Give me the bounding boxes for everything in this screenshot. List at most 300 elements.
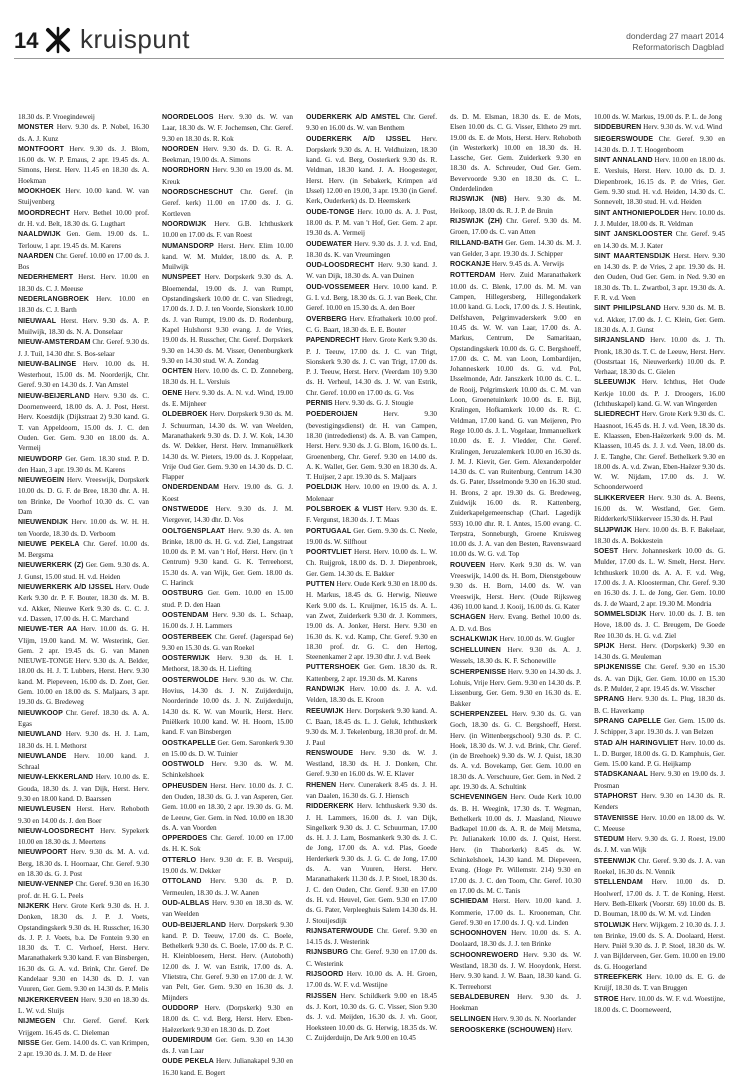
listing-entry [450,238,581,260]
place-name: SCHALKWIJK [450,635,498,643]
listing-entry [162,920,293,1003]
service-details: Herv. 9.30 ds. W. J. Westland, 18.30 ds. H. J. Donken, Chr. Geref. 9.30 en 16.00 ds. W. E. Klaver [306,748,437,779]
listing-entry [450,1025,581,1036]
listing-entry [162,675,293,738]
place-name: OUDEWATER [306,240,352,248]
service-details: Herst. Herv. 10.00 ds. L. W. Ch. Ruijgrok, 18.00 ds. D. J. Diepenbroek, Ger. Gem. 14.30 ds. E. Bakker [306,548,437,578]
place-name: STROE [594,995,619,1003]
listing-entry [18,804,149,826]
listing-entry [162,366,293,388]
listing-entry [450,259,581,270]
service-details: Herv. G.B. Ichthuskerk 10.00 en 17.00 ds. F. van Roest [162,219,293,240]
page-number: 14 [14,28,39,53]
service-details: Herv. 10.00 ds. L. D. Burger, 18.00 ds. G. D. Kamphuis, Ger. Gem. 15.00 kand. P. G. Heijkamp [594,738,725,769]
listing-entry [18,294,149,316]
place-name: NIEUW-AMSTERDAM [18,339,91,347]
service-details: Herv. Bethel 10.00 prof. dr. H. v.d. Belt, 18.30 ds. G. Lugthart [18,208,150,228]
service-details: Chr. Geref. 9.30 en 17.00 ds. C. Westerink [306,948,437,968]
service-details: Herv. 10.00 kand. P. G. I. v.d. Berg, 18.30 ds. G. J. van Beek, Chr. Geref. 10.00 en 15.30 ds. A. den Boer [306,282,438,313]
listing-entry [594,920,725,972]
place-name: SPRANG CAPELLE [594,717,662,725]
place-name: ROTTERDAM [450,272,496,280]
place-name: NIEUWE PEKELA [18,540,80,548]
place-name: STEDUM [594,836,625,844]
place-name: NUMANSDORP [162,242,214,250]
place-name: NIEUWENDIJK [18,519,69,527]
place-name: MOOKHOEK [18,188,61,196]
service-details: Herv. 10.00 ds. E. G. de Kruijf, 18.30 ds. T. van Bruggen [594,973,726,993]
listing-entry [306,282,437,314]
place-name: NOORDEN [162,145,199,153]
place-name: OUDDORP [162,1004,199,1012]
service-details: Herv. Kerk 9.30 ds. W. van Vreeswijk, 14.00 ds. H. Born, Dienstgebouw 9.30 ds. H. Born, 14.00 ds. W. van Vreeswijk, Herst. Herv. (Oude Rijksweg 436) 10.00 kand. J. Kooij, 16.00 ds. G. Kater [450,560,582,611]
place-name: STEENWIJK [594,857,636,865]
service-details: Ger. Gem. 10.00 en 15.00 stud. P. D. den Haan [162,589,294,609]
place-name: RHENEN [306,781,337,789]
place-name: SELLINGEN [450,1015,491,1023]
service-details: Chr. Geref. 10.00 en 17.00 ds. H. K. Sok [162,834,294,854]
service-details: Herv. Dorpskerk 9.30 kand. P. D. Teeuw, 17.00 ds. C. Boele, Bethelkerk 9.30 ds. C. Boele, 17.00 ds. P. C. H. Kleinbloesem, Herst. Herv. (Autoboth) 12.00 ds. J. W. van Estrik, 17.00 ds. A. Vlietstra, Chr. Geref. 9.30 en 17.00 dr. J. W. van Pelt, Ger. Gem. 9.30 en 16.30 ds. J. Mijnders [162,920,294,1002]
place-name: RIJNSBURG [306,949,349,957]
service-details: Chr. Geref. 9.30 en 14.30 ds. D. J. T. Hoogenboom [594,134,726,154]
place-name: OOSTBURG [162,590,204,598]
place-name: OPPERDOES [162,835,208,843]
listing-entry [18,729,149,751]
service-details: Herv. 9.45 ds. A. Verwijs [491,260,564,269]
service-details: 10.00 ds. W. Markus, 19.00 ds. P. L. de Jong [594,113,722,121]
service-details: Herv. 10.00 ds. W. F. v.d. Woestijne, 18.00 ds. C. Doorneweerd, [594,994,726,1014]
service-details: Herv. 10.00 ds. G. H. Vlijm, 19.00 kand. M. W. Westerink, Ger. Gem. 2 apr. 19.45 ds. G. van Manen NIEUWE-TONGE Herv. 9.30 ds. A. Belder, 18.00 ds. H. J. T. Lubbers, Herst. Herv. 9.30 kand. M. Piepeveen, 16.00 ds. D. Zoet, Ger. Gem. 10.00 en 18.00 ds. S. Maljaars, 3 apr. 19.30 ds. G. Bredeweg [18,625,149,707]
place-name: OOSTKAPELLE [162,739,216,747]
listing-entry [450,709,581,792]
place-name: OUDERKERK A/D IJSSEL [306,135,411,143]
listing-entry [594,972,725,994]
listing-entry [450,992,581,1014]
listing-entry [18,391,149,454]
place-name: MONTFOORT [18,145,65,153]
listing-entry [162,610,293,632]
service-details: Herv. 10.00 en 18.00 ds. W. C. Meeuse [594,813,726,833]
listing-entry [594,112,725,122]
place-name: NIEUWPOORT [18,849,68,857]
listing-entry [18,1016,149,1038]
listing-entry [306,134,437,207]
service-details: Herv. 10.00 en 18.30 ds. C. J. Barth [18,295,149,315]
listing-entry [306,409,437,482]
service-details: Herst. Herv. 10.00 ds. J. C. den Ouden, 18.30 ds. G. J. van Asperen, Ger. Gem. 10.00 en 18.30, 2 apr. 19.30 ds. G. M. de Leeuw, Ger. Gem. in Ned. 10.00 en 18.30 ds. A. van Voorden [162,781,294,832]
listing-entry [450,270,581,559]
place-name: MONSTER [18,124,54,132]
listing-entry [306,684,437,706]
service-details: Ger. Gem. 14.30 ds. M. J. van Gelder, 3 apr. 19.30 ds. J. Schipper [450,238,581,258]
place-name: SINT ANTHONIEPOLDER [594,209,680,217]
listing-entry [306,991,437,1043]
cross-icon [44,26,72,54]
listing-entry [306,926,437,948]
listing-entry [18,112,149,122]
service-details: Herv. 10.00 ds. J. A. v.d. Velden, 18.30 ds. E. Kroon [306,685,437,705]
place-name: SLIKKERVEER [594,494,645,502]
service-details: Chr. Geref. 9.30 ds. J. J. Tuil, 14.30 dhr. S. Bos-selaar [18,338,149,358]
place-name: NAARDEN [18,252,54,260]
place-name: NEDERHEMERT [18,274,74,282]
listing-entry [594,641,725,663]
service-details: Herv. 9.30 ds. G. J. Roest, 19.00 ds. J. M. van Wijk [594,835,725,855]
place-name: NIJKERK [18,902,50,910]
service-details: Herv. 9.30 ds. W. M. Schinkelshoek [162,760,293,780]
service-details: Herv. Oude Kerk 9.30 dr. P. F. Bouter, 18.30 ds. M. B. v.d. Akker, Nieuwe Kerk 9.30 ds. C. C. J. v.d. Dassen, 17.00 ds. H. C. Marchand [18,583,149,623]
service-details: Herv. 10.00 kand. W. van Stuijvenberg [18,187,150,207]
listing-entry [306,706,437,748]
place-name: SOMMELSDIJK [594,610,647,618]
service-details: Herv. 9.30 ds. W. van Laar, 18.30 ds. W. F. Jochemsen, Chr. Geref. 9.30 en 18.30 ds. R. Kok [162,113,293,143]
listing-entry [450,950,581,992]
publication-name: Reformatorisch Dagblad [632,42,724,52]
listing-entry [594,134,725,156]
service-details: Herv. 9.30 ds. A. J. Wessels, 18.30 ds. K. F. Schonewille [450,646,582,666]
service-details: Herv. Dorpskerk 9.30 kand. A. C. Baan, 18.45 ds. L. J. Geluk, Ichthuskerk 9.30 ds. M. J. Tekelenburg, 18.30 prof. dr. M. J. Paul [306,706,437,747]
service-details: Herv. 9.30 ds. J. Blom, 16.00 ds. W. P. Emaus, 2 apr. 19.45 ds. A. Simons, Herst. Herv. 11.45 en 18.30 ds. A. Hoekman [18,144,149,185]
listing-entry [306,748,437,780]
listing-entry [594,122,725,133]
listing-entry [450,634,581,645]
place-name: SINT PHILIPSLAND [594,305,661,313]
listing-entry [18,624,149,707]
listing-entry [450,667,581,709]
listing-entry [306,207,437,239]
place-name: NIJKERKERVEEN [18,996,79,1004]
service-details: Herv. 9.30 ds. P. D. Vermeulen, 18.30 ds. J. W. Aanen [162,877,294,897]
service-details: Herv. 9.30 ds. G. van Goch, 18.30 ds. G. C. Bergshoeff, Herst. Herv. (in Wittenbergschool) 9.30 ds. P. C. Hoek, 18.30 ds. W. J. v.d. Brink, Chr. Geref. (in de Breehoek) 9.30 ds. W. J. Quist, 18.30 ds. A. v.d. Bovekamp, Ger. Gem. 10.00 en 18.30 ds. A. Verschuure, Ger. Gem. in Ned. 2 apr. 19.30 ds. A. Schultink [450,709,581,791]
place-name: STELLENDAM [594,879,643,887]
listing-entry [594,251,725,303]
listing-entry [594,208,725,230]
listing-entry [594,377,725,409]
place-name: NIEUWEGEIN [18,477,65,485]
place-name: OLDEBROEK [162,411,208,419]
listing-entry [162,898,293,920]
listing-entry [306,239,437,261]
place-name: SCHELLUINEN [450,647,501,655]
place-name: OOSTENDAM [162,611,209,619]
listing-entry [594,229,725,251]
place-name: SPIJK [594,642,615,650]
service-details: Herv. Ichthus, Het Oude Kerkje 10.00 ds. P. J. Droogers, 16.00 (Ichthuskapel) kand. G. W. van Wingerden [594,378,726,409]
listing-entry [594,694,725,716]
service-details: Herv. 10.00 ds. J. B. ten Hove, 18.00 ds. J. C. Breugem, De Goede Ree 10.30 ds. H. G. v.d. Ziel [594,609,725,640]
place-name: OUDEMIRDUM [162,1036,212,1044]
listing-entry [162,1056,293,1078]
place-name: NUNSPEET [162,274,201,282]
place-name: SEROOSKERKE (SCHOUWEN) [450,1026,555,1034]
listing-entry [18,539,149,561]
place-name: NIEUW-VENNEP [18,881,74,889]
service-details: Herv. 9.30 ds. A. N. v.d. Wind, 19.00 ds. E. Mijnheer [162,388,293,409]
place-name: RIJSSEN [306,992,337,1000]
place-name: OENE [162,389,183,397]
listing-entry [306,801,437,926]
place-name: SLIJPWIJK [594,526,632,534]
service-details: Herv. Vreeswijk, Dorpskerk 10.00 ds. D. G. F. de Bree, 18.30 dhr. A. H. ten Brinke, De Voorhof 10.30 ds. C. van Dam [18,476,149,516]
place-name: SOEST [594,548,619,556]
place-name: RENSWOUDE [306,749,354,757]
listing-entry [594,738,725,770]
listing-entry [162,876,293,898]
place-name: NIEUWERKERK A/D IJSSEL [18,584,114,592]
listing-entry [306,482,437,504]
listing-entry [18,251,149,273]
listing-entry [594,834,725,856]
service-details: Herv. 9.30 ds. M. A. v.d. Berg, 18.30 ds. I. Hoornaar, Chr. Geref. 9.30 en 18.30 ds. G. J. Post [18,848,150,879]
place-name: OOLTGENSPLAAT [162,527,225,535]
listing-entry [306,504,437,526]
listing-entry [18,1038,149,1060]
listing-entry [594,662,725,694]
listing-entry [306,579,437,662]
listing-entry [162,1003,293,1035]
listing-entry [450,792,581,896]
service-details: Herv. 9.30 ds. J. J. v.d. End, 18.30 ds. K. van Vreumingen [306,239,438,259]
service-details: Herv. 9.30 ds. J. M. Viergever, 14.30 dhr. D. Vos [162,504,294,525]
place-name: RIDDERKERK [306,803,354,811]
listing-entry [306,947,437,969]
place-name: OOSTERWOLDE [162,676,219,684]
listing-entry [18,454,149,476]
place-name: NIEUWLANDE [18,752,67,760]
service-details: Herv. 10.00 ds. W. Gugler [499,634,575,643]
place-name: SPRANG [594,696,625,704]
place-name: NIEUWLEUSEN [18,806,71,814]
listing-entry [18,337,149,359]
place-name: PUTTEN [306,581,335,589]
service-details: Herv. 9.30 (bevestigingsdienst) dr. H. van Campen, 18.30 (intrededienst) ds. A. B. van Campen, Herst. Herv. 9.30 ds. J. G. Blom, 16.00 ds. L. Groenenberg, Chr. Geref. 9.30 en 14.00 ds. A. K. Wallet, Ger. Gem. 9.30 en 18.30 ds. A. T. Huijser, 2 apr. 19.30 ds. S. Maljaars [306,410,438,482]
listing-entry [162,272,293,366]
listing-entry [18,144,149,186]
service-details: Ger. Gem. 9.30 ds. C. Neele, 19.00 ds. W. Silfhout [306,526,437,546]
masthead-meta [626,31,724,53]
place-name: MOORDRECHT [18,209,70,217]
listing-entry [450,112,581,194]
service-details: Ger. Gem. 14.00 ds. C. van Krimpen, 2 apr. 19.30 ds. J. M. D. de Heer [18,1038,149,1059]
place-name: SINT ANNALAND [594,157,653,165]
place-name: RANDWIJK [306,686,345,694]
listing-entry [306,547,437,579]
listing-entry [18,229,149,251]
service-details: Ger. Gem. Saronkerk 9.30 en 15.00 ds. D. W. Tuinier [162,738,294,758]
place-name: STAVENISSE [594,814,639,822]
service-details: Herv. Grote Kerk 9.30 ds. C. Haasnoot, 16.45 ds. H. J. v.d. Veen, 18.30 ds. E. Klaassen, Eben-Haëzerkerk 9.00 ds. M. Klaassen, 10.45 ds. J. J. v.d. Veen, 18.00 ds. J. E. Tanghe, Chr. Geref. Bethelkerk 9.30 en 18.00 ds. A. v.d. Zwan, Eben-Haëzer 9.30 ds. W. W. Nijdam, 17.00 ds. J. W. Schoonderwoerd [594,410,726,492]
listing-entry [594,856,725,878]
place-name: NIJMEGEN [18,1018,56,1026]
service-details: Herst. Herv. 10.00 kand. J. Kommerie, 17.00 ds. L. Krooneman, Chr. Geref. 9.30 en 17.00 ds. J. Q. v.d. Linden [450,897,581,927]
service-details: Chr. Geref. 9.45 en 14.30 ds. M. J. Kater [594,230,726,250]
column-2 [162,112,294,1077]
service-details: Herv. 9.30 ds. H. I. Methorst, 18.30 ds. H. Liefting [162,654,293,674]
service-details: Ger. Gem. 18.30 ds. R. Kattenberg, 2 apr. 19.30 ds. M. Karens [306,663,437,683]
service-details: Herst. Herv. 10.00 en 18.30 ds. C. J. Meeuse [18,273,149,293]
listing-entry [18,751,149,773]
listing-entry [162,504,293,526]
place-name: NIEUWAAL [18,317,57,325]
place-name: SIEGERSWOUDE [594,135,654,143]
church-services-listing [18,112,726,1077]
listing-entry [18,708,149,730]
service-details: Herv. 9.30 en 14.30 ds. J. Lohuis, Vrije Herv. Gem. 9.30 en 14.30 ds. P. Lissenburg, Ger. Gem. 9.30 en 16.30 ds. E. Bakker [450,667,582,708]
service-details: Herv. [556,1025,573,1034]
place-name: NIEUWE-TER AA [18,626,78,634]
listing-entry [18,826,149,848]
service-details: Herv. 9.30 ds. G. J. Stougie [334,399,414,408]
service-details: Herv. Oude Kerk 9.30 en 18.00 ds. H. Markus, 18.45 ds. G. Herwig, Nieuwe Kerk 9.00 ds. L. Kruijmer, 16.15 ds. A. L. van Zwet, Zuiderkerk 9.30 dr. J. Kommers, 19.00 ds. A. Jonker, Herst. Herv. 9.30 en 16.30 ds. K. v.d. Kamp, Chr. Geref. 9.30 en 18.30 prof. dr. G. C. den Hertog, Steenenkamer 2 apr. 19.30 dhr. J. v.d. Beek [306,580,438,662]
place-name: NIEUW-LOOSDRECHT [18,827,95,835]
place-name: OOSTERBEEK [162,633,213,641]
service-details: Herv. Julianakapel 9.30 en 16.30 kand. E. Bogert [162,1057,294,1077]
place-name: STREEFKERK [594,974,643,982]
listing-entry [18,272,149,294]
place-name: NIEUW-LEKKERLAND [18,774,94,782]
place-name: NOORDWIJK [162,220,207,228]
place-name: STAPHORST [594,793,638,800]
listing-entry [162,219,293,241]
place-name: OCHTEN [162,368,193,376]
service-details: Herv. 9.30 en 19.00 ds. M. Kreuk [162,166,294,186]
place-name: NEDERLANGBROEK [18,296,90,304]
listing-entry [306,335,437,398]
listing-entry [450,928,581,950]
place-name: NOORDHORN [162,167,210,175]
place-name: REEUWIJK [306,707,344,715]
service-details: Chr. Geref. 9.30 en 16.00 ds. W. van Benthem [306,113,437,133]
service-details: Herv. Sypekerk 10.00 en 18.30 ds. J. Meertens [18,826,149,847]
listing-entry [594,155,725,207]
service-details: Herv. Dorpskerk 9.30 ds. M. J. Schuurman, 14.30 ds. W. van Weelden, Maranathakerk 9.30 ds. D. J. W. Kok, 14.30 ds. W. Dekker, Herst. Herv. Immanuëlkerk 14.30 ds. W. Pieters, 19.00 ds. J. Koppelaar, Vrije Oud Ger. Gem. 9.30 en 14.30 ds. D. C. Flapper [162,410,293,482]
listing-entry [450,612,581,634]
service-details: Herv. Evang. Bethel 10.00 ds. A. D. v.d. Bos [450,613,581,633]
service-details: Herv. 9.30 ds. N. Noorlander [492,1014,577,1023]
service-details: Herv. 10.00 kand. J. Schraal [18,751,149,772]
listing-entry [306,969,437,991]
listing-entry [594,769,725,791]
place-name: POORTVLIET [306,549,352,557]
service-details: Herv. Schildkerk 9.00 en 18.45 ds. J. Kort, 10.30 ds. G. C. Visser, Sion 9.30 ds. J. v.d. Meijden, 16.30 ds. J. vh. Goor, Hoeksteen 10.00 ds. G. Herwig, 18.35 ds. W. C. Zuijderduijn, De Ark 9.00 en 10.45 [306,991,437,1042]
service-details: Ger. Gem. 9.30 en 14.30 ds. J. van Laar [162,1035,294,1056]
place-name: SINT JANSKLOOSTER [594,231,673,239]
service-details: Herv. 9.30 ds. P. Nobel, 16.30 ds. A. J. Kunz [18,123,150,143]
listing-entry [18,847,149,879]
place-name: NOORDELOOS [162,114,214,121]
service-details: Chr. Geref. 9.30 ds. J. A. van Roekel, 16.30 ds. N. Vennik [594,856,725,877]
listing-entry [162,144,293,166]
service-details: Herv. 10.00 ds. E. Gouda, 18.30 ds. J. van Dijk, Herst. Herv. 9.30 en 18.00 kand. D. Baarssen [18,773,150,803]
service-details: Herv. Grote Kerk 9.30 ds. H. J. Donken, 18.30 ds. J. P. J. Voets, Opstandingskerk 9.30 ds. H. Russcher, 16.30 ds. J. P. J. Voets, b.a. De Fontein 9.30 en 18.30 ds. T. C. Verhoef, Herst. Herv. Maranathakerk 9.30 kand. F. van Binsbergen, 16.30 ds. G. A. v.d. Brink, Chr. Geref. De Kandelaar 9.30 en 14.30 ds. D. J. van Vuuren, Ger. Gem. 9.30 en 14.30 ds. P. Melis [18,901,149,994]
listing-entry [450,560,581,612]
listing-entry [306,398,437,409]
place-name: STAD A/H HARINGVLIET [594,739,679,747]
service-details: Herv. 9.30 ds. D. G. R. A. Beekman, 19.00 ds. A. Simons [162,144,294,165]
service-details: Herv. 9.30 ds. W. Chr. Hovius, 14.30 ds. J. N. Zuijderduijn, Noorderinde 10.00 ds. J. N. Zuijderduijn, 14.30 ds. K. W. van Mourik, Herst. Herv. Pniëlkerk 10.00 kand. W. H. Hoorn, 15.00 kand. F. van Binsbergen [162,675,293,737]
listing-entry [450,645,581,667]
service-details: Herv. 10.00 ds. J. J. Mulder, 18.00 ds. R. Veldman [594,208,725,228]
listing-entry [162,241,293,273]
service-details: Chr. Geref. 9.30 ds. M. Groen, 17.00 ds. C. van Atten [450,216,581,237]
service-details: Herv. (Dorpskerk) 9.30 en 18.00 ds. C. v.d. Berg, Herst. Herv. Eben-Haëzerkerk 9.30 en 18.30 ds. D. Zoet [162,1003,294,1034]
listing-entry [594,609,725,641]
place-name: OVERBERG [306,315,347,323]
place-name: ONDERDENDAM [162,484,220,492]
listing-entry [162,526,293,589]
place-name: PUTTERSHOEK [306,664,360,672]
service-details: Herv. 9.30 en 18.30 ds. L. W. v.d. Sluijs [18,995,150,1015]
header-rule [14,58,724,59]
service-details: Herv. 10.00 ds. A. J. Post, 18.00 ds. P. M. van 't Hof, Ger. Gem. 2 apr. 19.30 ds. A. Vermeij [306,207,437,238]
service-details: Herv. 9.30 ds. M. Heikoop, 18.00 ds. R. J. P. de Bruin [450,195,582,215]
listing-entry [594,303,725,335]
listing-entry [18,879,149,901]
place-name: RIJSWIJK (NB) [450,196,507,204]
place-name: STOLWIJK [594,921,631,929]
service-details: 18.30 ds. P. Vroegindeweij [18,113,95,121]
listing-entry [594,409,725,492]
place-name: PAPENDRECHT [306,337,360,345]
place-name: SCHOONREWOERD [450,951,519,959]
place-name: ROCKANJE [450,261,491,269]
service-details: Herv. Oude Kerk 10.00 ds. B. H. Weegink, 17.30 ds. T. Wegman, Bethelkerk 10.00 ds. J. Maasland, Nieuwe Badkapel 10.00 ds. A. R. de Meij Metsma, Pr. Julianakerk 10.00 ds. J. Quist, Herst. Herv. (in Thaborkerk) 8.45 ds. W. Schinkelshoek, 14.30 kand. M. Diepeveen, Evang. (Hoge Pr. Willemstr. 214) 9.30 en 17.00 ds. J. C. den Toom, Chr. Geref. 10.30 en 17.00 ds. M. C. Tanis [450,793,582,895]
page-header [0,0,738,64]
listing-entry [594,877,725,919]
service-details: Herv. 10.00 ds. S. A. Doolaard, 18.30 ds. J. J. ten Brinke [450,929,581,949]
service-details: Herv. 10.00 en 18.00 ds. E. Versluis, Herst. Herv. 10.00 ds. D. J. Diepenbroek, 16.15 ds. P. de Vries, Ger. Gem. 9.30 stud. H. v.d. Heiden, 14.30 ds. C. Sonnevelt, 18.30 stud. H. v.d. Heiden [594,156,726,207]
listing-entry [162,187,293,219]
service-details: Chr. Geref. 9.30 en 15.30 ds. A. van Dijk, Ger. Gem. 10.00 en 15.30 ds. P. Mulder, 2 apr. 19.45 ds. W. Visscher [594,663,725,694]
place-name: NIEUWERKERK (Z) [18,562,84,570]
service-details: Ger. Gem. 18.30 stud. P. D. den Haan, 3 apr. 19.30 ds. M. Karens [18,454,149,474]
service-details: Herv. 10.00 en 19.00 ds. A. J. Molenaar [306,483,437,503]
place-name: OUD-BEIJERLAND [162,921,227,929]
service-details: Herv. 19.00 ds. G. J. Koest [162,483,294,503]
place-name: OUDE-TONGE [306,208,355,216]
place-name: ROUVEEN [450,561,486,569]
place-name: NIEUWKOOP [18,709,63,717]
service-details: Herv. Wijkgem. 2 10.30 ds. J. J. ten Brinke, 19.00 ds. S. A. Doolaard, Herst. Herv. Pniël 9.30 ds. J. P. Stoel, 18.30 ds. W. J. van Bijlderveen, Ger. Gem. 10.00 en 19.00 ds. G. Hoogerland [594,920,726,971]
place-name: OUD-LOOSDRECHT [306,262,375,270]
listing-entry [594,546,725,609]
listing-entry [18,475,149,517]
service-details: Herv. 9.30 dr. F. B. Verspuij, 19.00 ds. W. Dekker [162,855,294,876]
place-name: SCHOONHOVEN [450,930,507,938]
place-name: PORTUGAAL [306,527,352,535]
service-details: Herst. Herv. 9.30 ds. A. P. Muilwijk, 18.30 ds. N. A. Donselaar [18,316,149,336]
service-details: Herv. 9.30 ds. A. Beens, 16.00 ds. W. Westland, Ger. Gem. Ridderkerk/Slikkerveer 15.30 ds. H. Paul [594,493,725,524]
service-details: Herv. 9.30 en 18.30 ds. W. van Weelden [162,898,293,919]
place-name: SCHEVENINGEN [450,794,508,802]
place-name: POELDIJK [306,484,342,492]
listing-entry [162,781,293,833]
service-details: Herv. 9.30 ds. W. v.d. Wind [643,123,723,132]
listing-entry [594,791,725,813]
listing-entry [306,314,437,336]
place-name: SCHIEDAM [450,898,489,906]
place-name: OOSTWOLD [162,761,205,769]
service-details: Herv. 10.00 ds. A. H. Groen, 17.00 ds. W. F. v.d. Westijne [306,970,437,990]
service-details: Herst. Herv. Elim 10.00 kand. W. M. Mulder, 18.00 ds. A. P. Muilwijk [162,241,294,272]
listing-entry [594,493,725,525]
service-details: Chr. Geref. Geref. Kerk Vrijgem. 16.45 ds. C. Dieleman [18,1017,150,1037]
listing-entry [18,359,149,391]
listing-entry [162,833,293,855]
listing-entry [594,525,725,547]
service-details: Chr. Geref. 10.00 ds. M. Bergsma [18,539,150,560]
listing-entry [18,560,149,582]
